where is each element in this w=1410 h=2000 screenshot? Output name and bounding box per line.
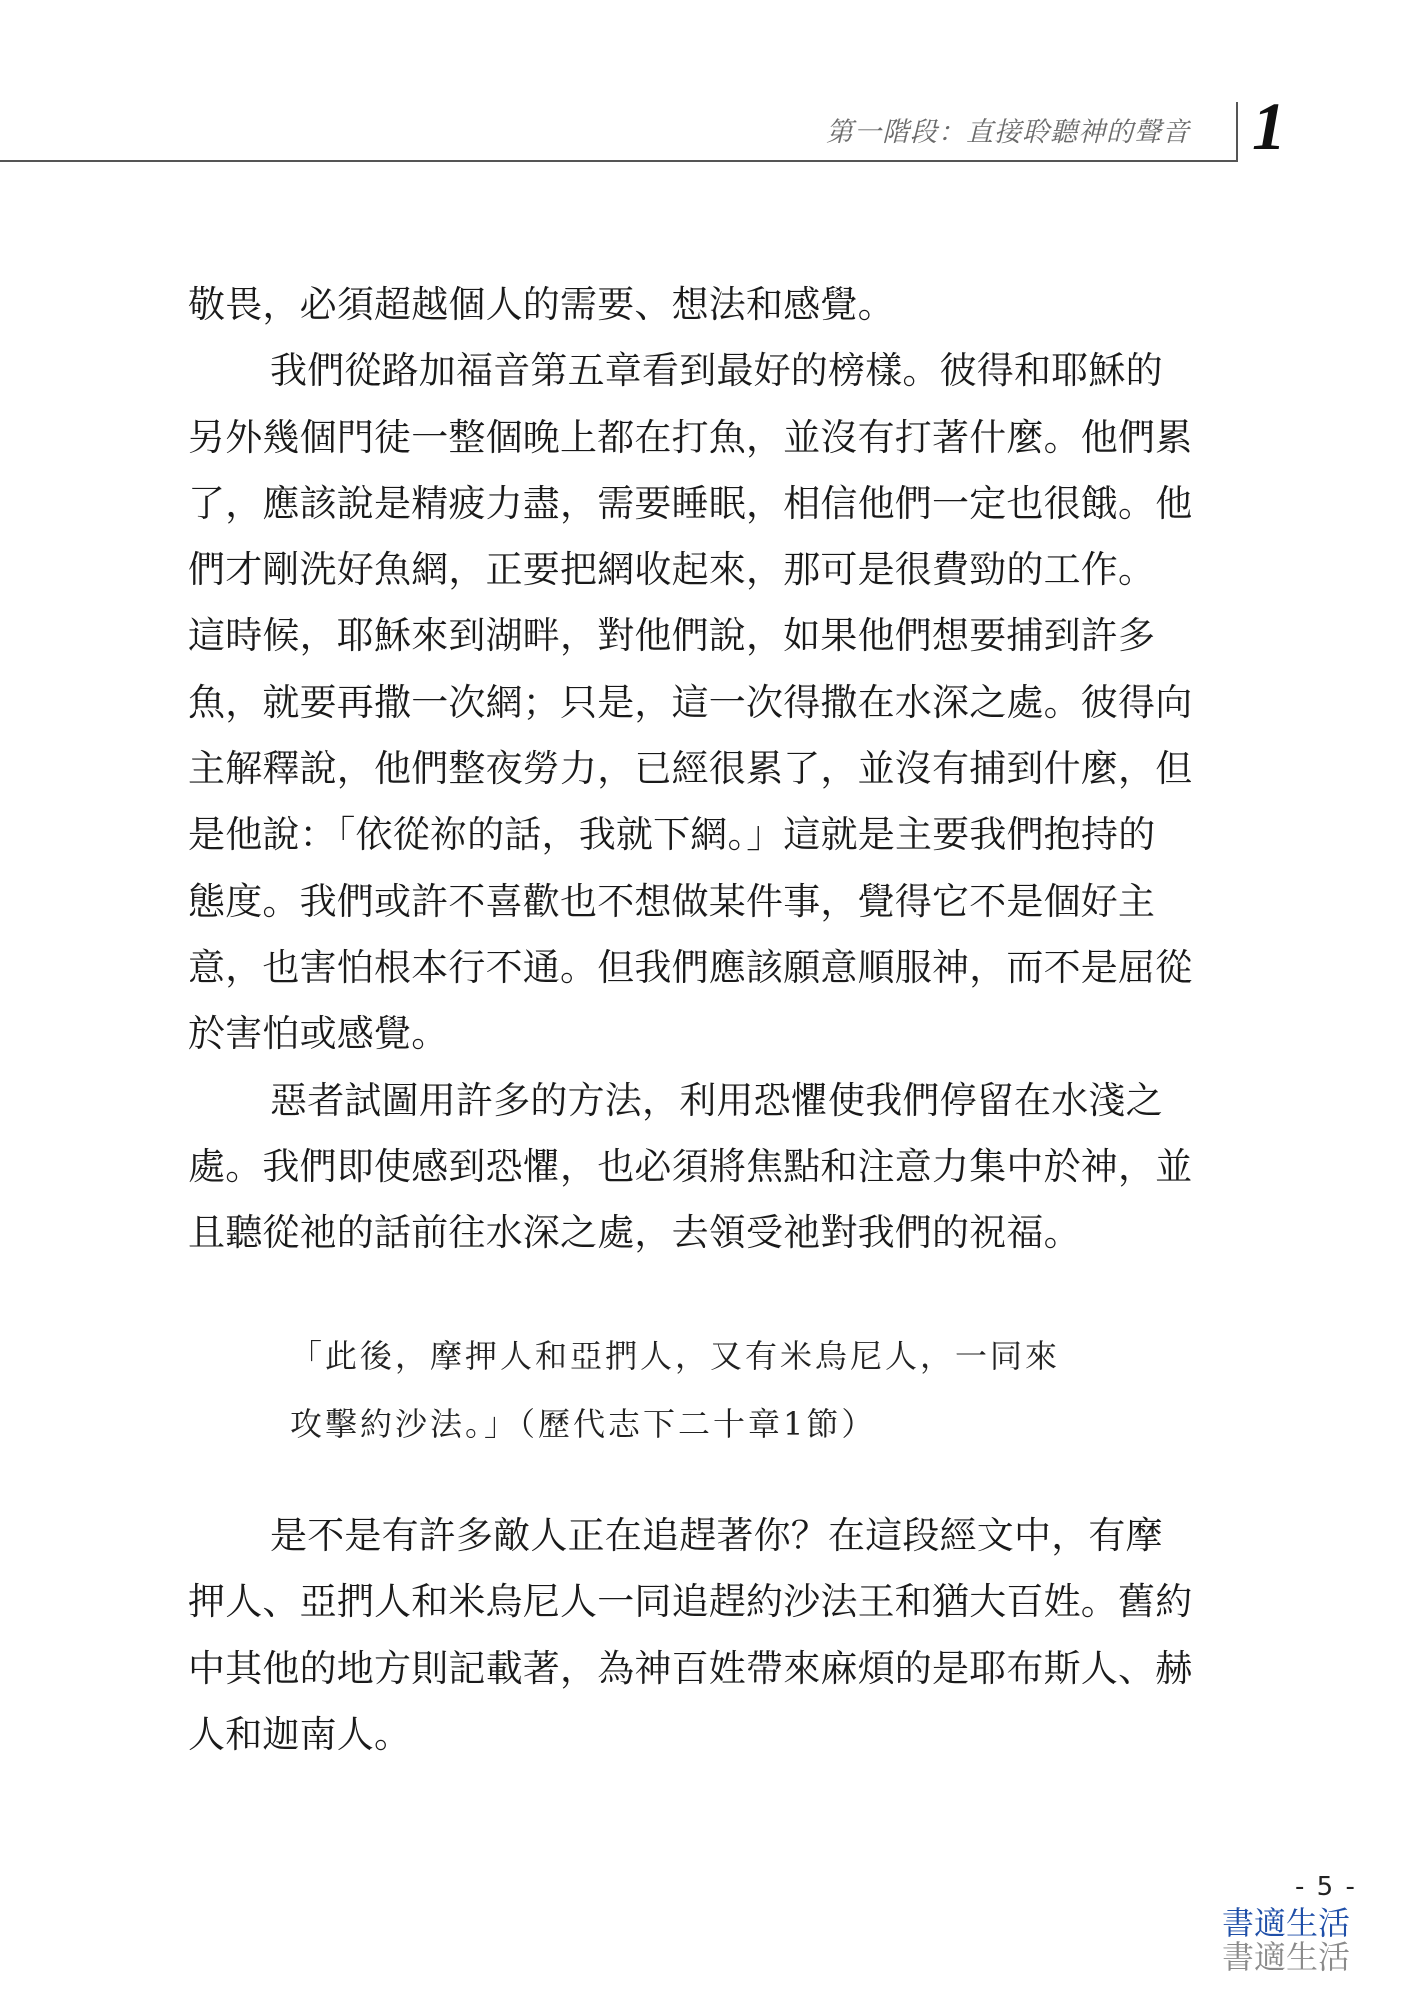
text-line: 魚，就要再撒一次網；只是，這一次得撒在水深之處。彼得向 — [188, 680, 1193, 724]
text-line: 是不是有許多敵人正在追趕著你？在這段經文中，有摩 — [270, 1514, 1163, 1557]
text-line: 中其他的地方則記載著，為神百姓帶來麻煩的是耶布斯人、赫 — [188, 1646, 1193, 1690]
quote-line: 「此後，摩押人和亞捫人，又有米烏尼人，一同來 — [290, 1337, 1061, 1375]
text-line: 態度。我們或許不喜歡也不想做某件事，覺得它不是個好主 — [188, 879, 1156, 923]
page-number: - 5 - — [1295, 1872, 1357, 1902]
header-rule — [0, 160, 1238, 162]
text-line: 意，也害怕根本行不通。但我們應該願意順服神，而不是屈從 — [188, 945, 1193, 989]
paragraph-2 — [188, 338, 1238, 1067]
text-line: 主解釋說，他們整夜勞力，已經很累了，並沒有捕到什麼，但 — [188, 747, 1193, 791]
paragraph-3 — [188, 1068, 1238, 1267]
chapter-title: 第一階段：直接聆聽神的聲音 — [826, 117, 1190, 148]
header-divider — [1236, 102, 1238, 162]
paragraph-4 — [188, 1503, 1238, 1768]
text-line: 於害怕或感覺。 — [188, 1012, 449, 1056]
text-line: 且聽從祂的話前往水深之處，去領受祂對我們的祝福。 — [188, 1211, 1081, 1255]
text-line: 們才剛洗好魚網，正要把網收起來，那可是很費勁的工作。 — [188, 548, 1156, 592]
text-line: 了，應該說是精疲力盡，需要睡眠，相信他們一定也很餓。他 — [188, 481, 1193, 525]
text-line: 另外幾個門徒一整個晚上都在打魚，並沒有打著什麼。他們累 — [188, 415, 1193, 459]
paragraph-1 — [188, 272, 1238, 338]
text-line: 這時候，耶穌來到湖畔，對他們說，如果他們想要捕到許多 — [188, 614, 1156, 658]
watermark-primary: 書適生活 — [1222, 1904, 1351, 1942]
text-line: 是他說：「依從祢的話，我就下網。」這就是主要我們抱持的 — [188, 813, 1156, 857]
body-text — [188, 272, 1238, 1266]
text-line: 敬畏，必須超越個人的需要、想法和感覺。 — [188, 283, 895, 326]
text-line: 我們從路加福音第五章看到最好的榜樣。彼得和耶穌的 — [270, 349, 1163, 393]
text-line: 處。我們即使感到恐懼，也必須將焦點和注意力集中於神，並 — [188, 1144, 1193, 1188]
chapter-number: 1 — [1252, 88, 1286, 164]
body-text-continued — [188, 1503, 1238, 1768]
watermark-secondary: 書適生活 — [1222, 1938, 1351, 1976]
text-line: 惡者試圖用許多的方法，利用恐懼使我們停留在水淺之 — [270, 1078, 1163, 1122]
text-line: 押人、亞捫人和米烏尼人一同追趕約沙法王和猶大百姓。舊約 — [188, 1580, 1193, 1624]
quote-line: 攻擊約沙法。」（歷代志下二十章1節） — [290, 1405, 877, 1443]
text-line: 人和迦南人。 — [188, 1712, 412, 1756]
scripture-quote — [290, 1322, 1060, 1458]
